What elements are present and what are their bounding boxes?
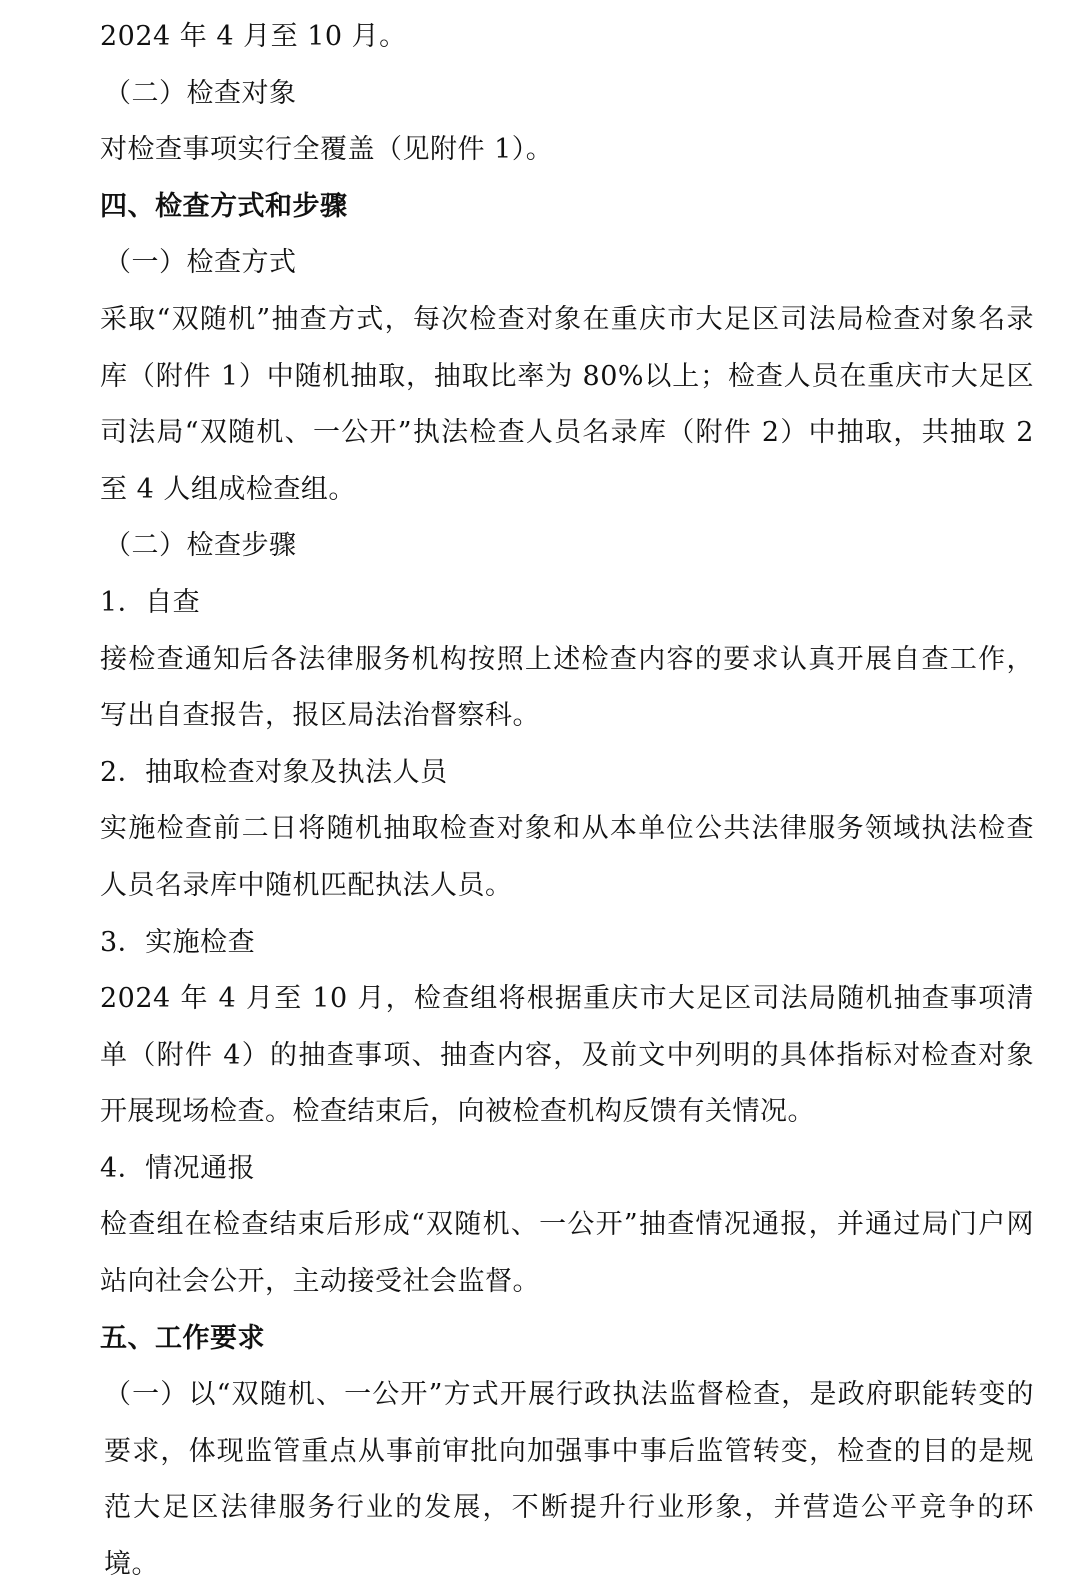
heading-section-four: 四、检查方式和步骤	[100, 190, 348, 222]
heading-section-five: 五、工作要求	[100, 1322, 265, 1354]
step-one-title: 1．自查	[100, 586, 201, 618]
paragraph-work-requirement-one: （一）以“双随机、一公开”方式开展行政执法监督检查，是政府职能转变的要求，体现监管重点从事前审批向加强事中事后监管转变，检查的目的是规范大足区法律服务行业的发展，不断提升行业形象，并营造公平竞争的环境。	[104, 1379, 1034, 1581]
step-three-title: 3．实施检查	[100, 926, 256, 958]
paragraph-period: 2024 年 4 月至 10 月。	[100, 21, 407, 52]
paragraph-conduct-inspection: 2024 年 4 月至 10 月，检查组将根据重庆市大足区司法局随机抽查事项清单（附件 4）的抽查事项、抽查内容，及前文中列明的具体指标对检查对象开展现场检查。检查结束后，向被检查机构反馈有关情况。	[100, 983, 1034, 1128]
subheading-inspection-method: （一）检查方式	[104, 247, 297, 279]
subheading-inspection-targets: （二）检查对象	[104, 77, 297, 109]
document-body	[100, 9, 1034, 1594]
subheading-inspection-steps: （二）检查步骤	[104, 530, 297, 562]
paragraph-select-personnel: 实施检查前二日将随机抽取检查对象和从本单位公共法律服务领域执法检查人员名录库中随机匹配执法人员。	[100, 813, 1034, 901]
step-two-title: 2．抽取检查对象及执法人员	[100, 756, 448, 788]
paragraph-self-inspection: 接检查通知后各法律服务机构按照上述检查内容的要求认真开展自查工作，写出自查报告，报区局法治督察科。	[100, 643, 1034, 732]
step-four-title: 4．情况通报	[100, 1152, 256, 1184]
paragraph-report-results: 检查组在检查结束后形成“双随机、一公开”抽查情况通报，并通过局门户网站向社会公开，主动接受社会监督。	[100, 1209, 1034, 1298]
paragraph-random-sampling: 采取“双随机”抽查方式，每次检查对象在重庆市大足区司法局检查对象名录库（附件 1）中随机抽取，抽取比率为 80%以上；检查人员在重庆市大足区司法局“双随机、一公开”执法检查人员名录库（附件 2）中抽取，共抽取 2 至 4 人组成检查组。	[100, 303, 1034, 505]
paragraph-full-coverage: 对检查事项实行全覆盖（见附件 1）。	[100, 134, 554, 166]
